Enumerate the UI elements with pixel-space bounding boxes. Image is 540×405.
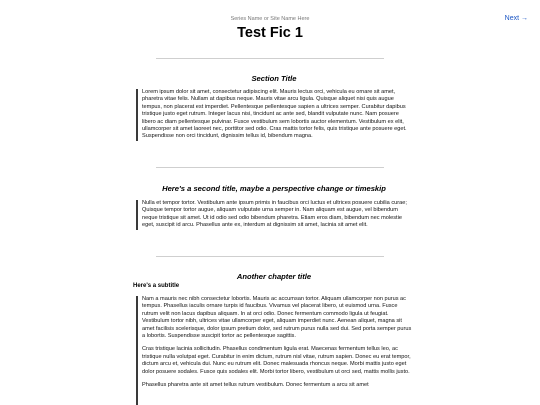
section-title: Another chapter title bbox=[236, 272, 312, 281]
section-subtitle: Here's a subtitle bbox=[133, 283, 180, 289]
section-title-3-wrap bbox=[136, 272, 412, 281]
series-name: Series Name or Site Name Here bbox=[230, 16, 310, 22]
page-title: Test Fic 1 bbox=[237, 25, 303, 41]
paragraph: Cras tristique lacinia sollicitudin. Phasellus condimentum ligula erat. Maecenas fermentum tellus leo, ac tristique nulla volutpat eget. Curabitur in enim dictum, rutrum nisl vitae, rutrum sapien. Donec eu erat tempor, dictum arcu et, vehicula dui. Nunc eu rutrum elit. Donec malesuada rhoncus neque. Morbi mattis justo eget dolor posuere sodales. Fusce quis sodales elit. Morbi tortor libero, vestibulum ut orci sed, mattis mollis justo. bbox=[142, 346, 411, 375]
next-link[interactable]: Next → bbox=[504, 15, 528, 22]
paragraph: Lorem ipsum dolor sit amet, consectetur adipiscing elit. Mauris lectus orci, vehicula eu ornare sit amet, pharetra vitae felis. Nullam at dapibus neque. Mauris vitae arcu ligula. Quisque aliquet nisi quis augue tempus, non placerat est imperdiet. Pellentesque pellentesque sapien a ultrices semper. Curabitur dapibus tristique justo eget rutrum. Integer lacus nisi, tincidunt ac ante sed, blandit vulputate nunc. Nam posuere libero ac diam pellentesque pulvinar. Fusce vestibulum sem lobortis auctor elementum. Vestibulum ex elit, ullamcorper sit amet laoreet nec, porttitor sed odio. Cras mattis tortor felis, quis tristique ante posuere eget. Suspendisse non orci tincidunt, dignissim tellus id, bibendum magna. bbox=[142, 89, 407, 140]
paragraph: Phasellus pharetra ante sit amet tellus rutrum vestibulum. Donec fermentum a arcu sit amet bbox=[142, 382, 369, 389]
divider bbox=[156, 256, 384, 257]
divider bbox=[156, 58, 384, 59]
section-title: Section Title bbox=[251, 74, 297, 83]
section-body bbox=[136, 296, 412, 405]
paragraph: Nam a mauris nec nibh consectetur lobortis. Mauris ac accumsan tortor. Aliquam ullamcorper non purus ac tempus. Phasellus iaculis ornare turpis id faucibus. Vivamus vel placerat libero, ut euismod urna. Fusce rutrum velit non lacus dapibus aliquam. In at orci odio. Donec fermentum commodo ligula ut feugiat. Vestibulum tortor nibh, ultrices vitae ullamcorper eget, aliquam imperdiet nunc. Aenean aliquet, magna sit amet facilisis scelerisque, dolor ipsum pretium dolor, sed rutrum purus nulla sed dui. Sed porta semper purus a lobortis. Suspendisse suscipit tortor ac pellentesque sagittis. bbox=[142, 296, 412, 340]
section-body bbox=[136, 89, 412, 141]
subtitle-wrap bbox=[133, 283, 409, 289]
section-title-1-wrap bbox=[136, 74, 412, 83]
section-title: Here's a second title, maybe a perspective change or timeskip bbox=[162, 184, 386, 193]
section-body bbox=[136, 200, 412, 230]
section-title-2-wrap bbox=[136, 184, 412, 193]
paragraph: Nulla et tempor tortor. Vestibulum ante ipsum primis in faucibus orci luctus et ultrices posuere cubilia curae; Quisque tempor tortor augue, aliquam vulputate urna semper in. Nam aliquam est augue, vel bibendum neque tristique sit amet. Ut id odio sed odio bibendum pharetra. Etiam eros diam, bibendum nec molestie eget, suscipit id arcu. Phasellus ante ex, interdum at dignissim sit amet, lacinia sit amet elit. bbox=[142, 200, 407, 229]
divider bbox=[156, 167, 384, 168]
